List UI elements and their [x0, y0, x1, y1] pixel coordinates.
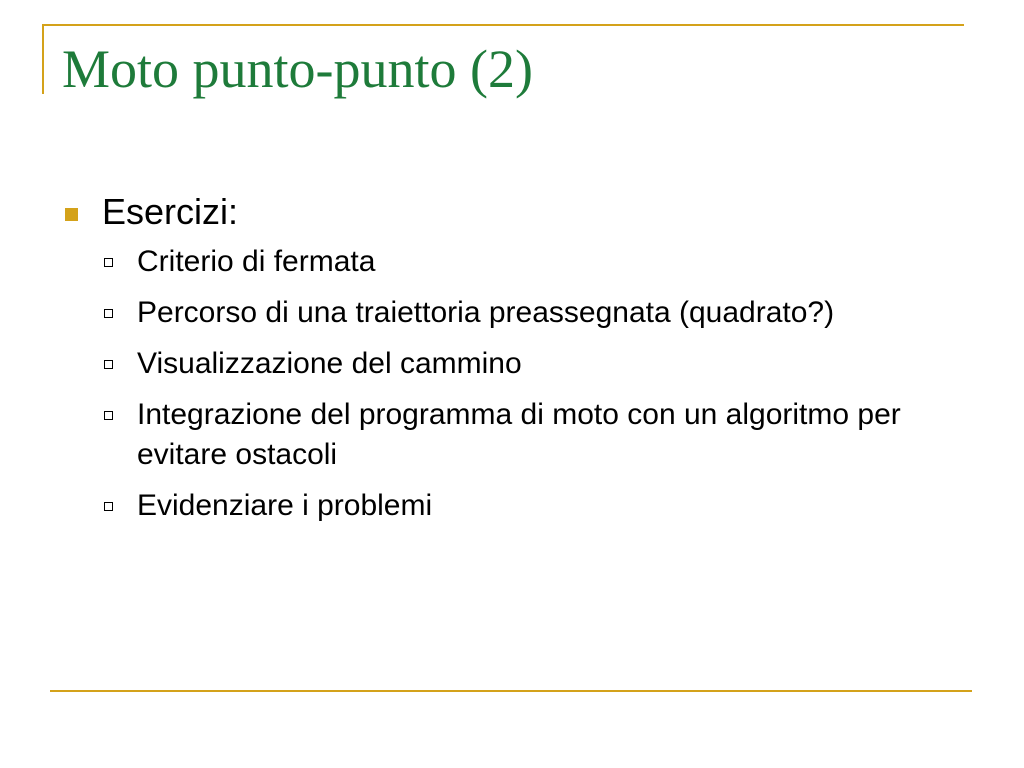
bullet-content [62, 190, 962, 537]
sub-bullet-item [62, 344, 962, 384]
sub-bullet-text: Integrazione del programma di moto con un algoritmo per evitare ostacoli [137, 398, 901, 471]
square-bullet-icon [65, 208, 78, 221]
sub-bullet-text: Criterio di fermata [137, 245, 376, 278]
top-border-line [42, 24, 964, 26]
sub-bullet-item [62, 486, 962, 526]
slide-title: Moto punto-punto (2) [62, 39, 533, 99]
level1-bullet-item [62, 190, 962, 234]
sub-bullet-text: Percorso di una traiettoria preassegnata (quadrato?) [137, 296, 835, 329]
sub-bullet-item [62, 242, 962, 282]
hollow-square-bullet-icon [104, 502, 113, 511]
hollow-square-bullet-icon [104, 360, 113, 369]
hollow-square-bullet-icon [104, 411, 113, 420]
bullet-heading: Esercizi: [102, 191, 239, 232]
sub-bullet-text: Visualizzazione del cammino [137, 347, 522, 380]
sub-bullet-list [62, 242, 962, 526]
left-border-line [42, 24, 44, 94]
sub-bullet-text: Evidenziare i problemi [137, 489, 433, 522]
sub-bullet-item [62, 293, 962, 333]
hollow-square-bullet-icon [104, 258, 113, 267]
hollow-square-bullet-icon [104, 309, 113, 318]
sub-bullet-item [62, 395, 962, 475]
bottom-border-line [50, 690, 972, 692]
